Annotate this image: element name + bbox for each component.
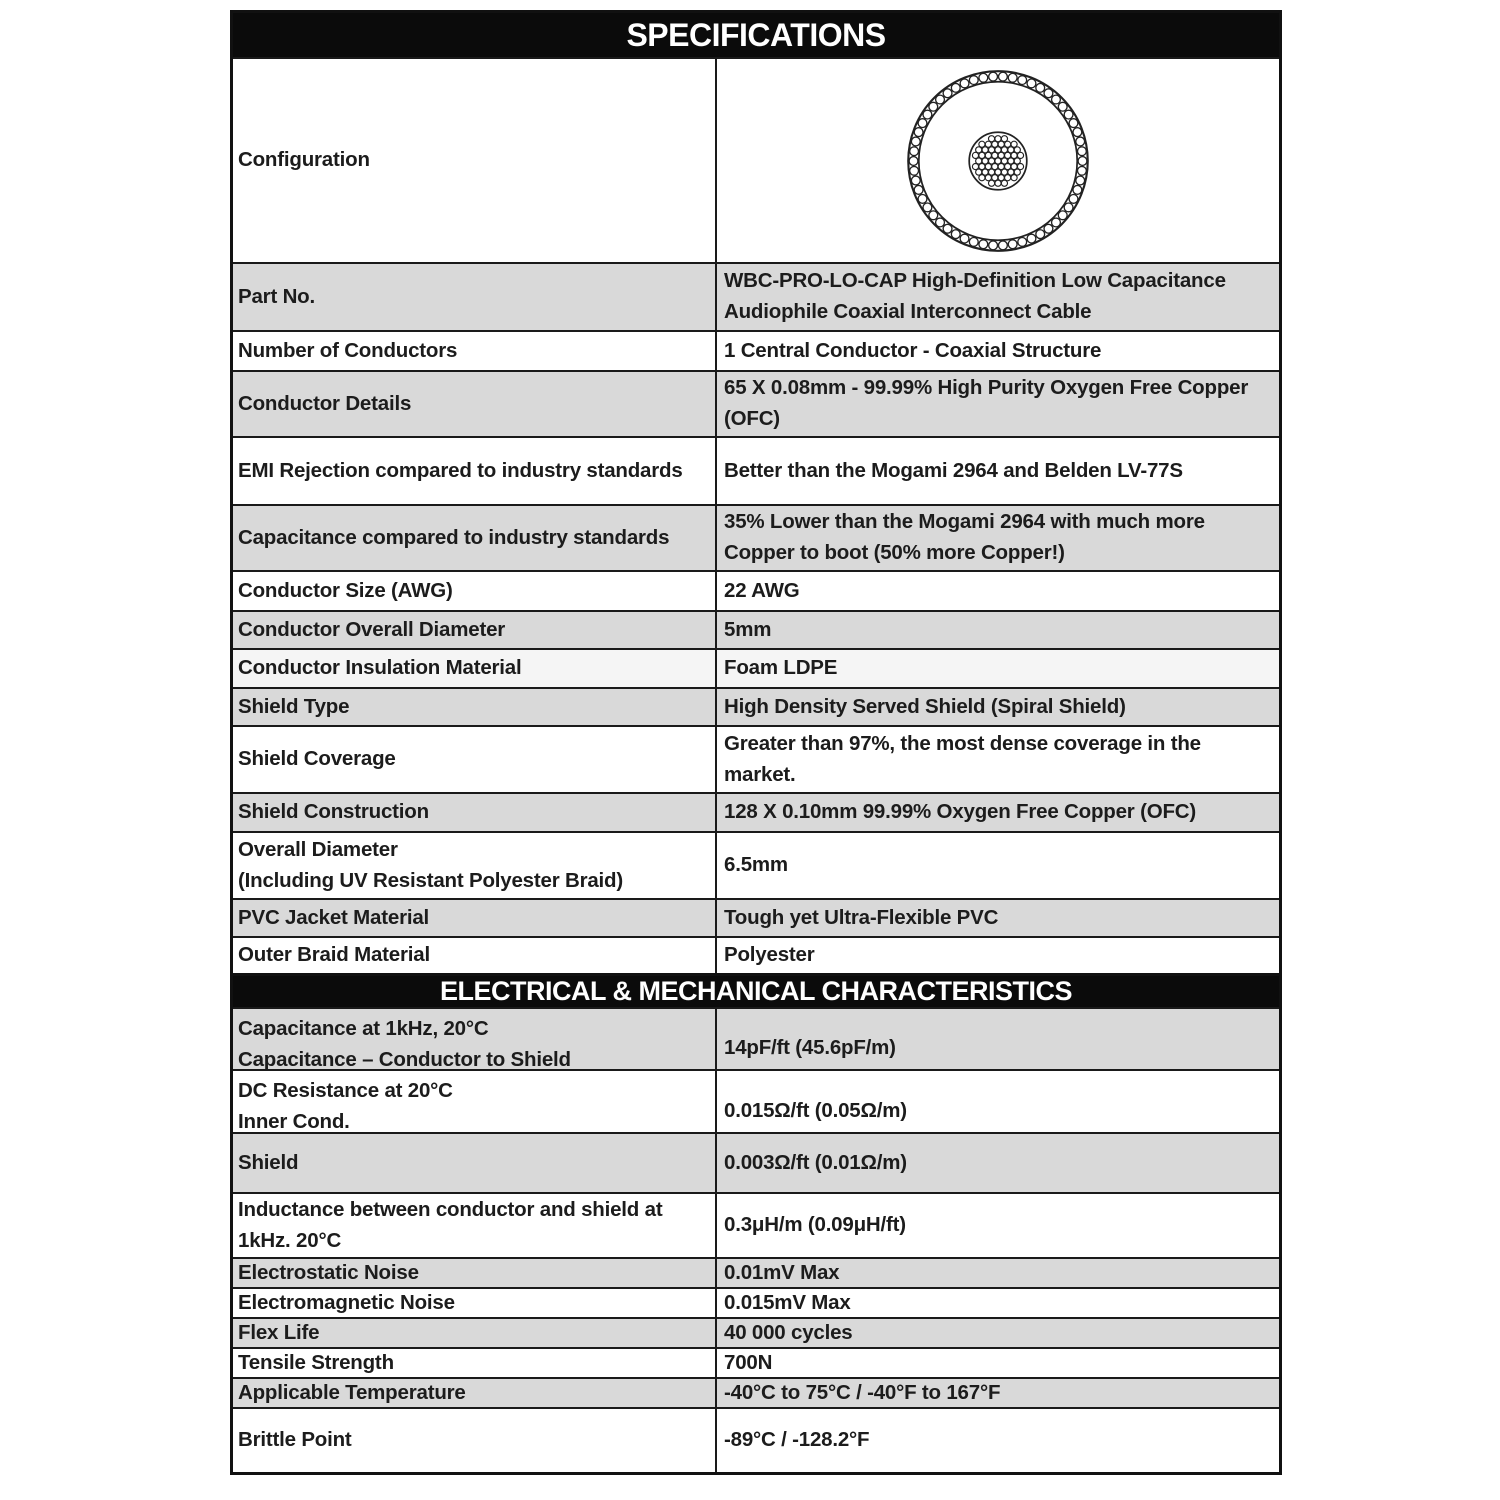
specifications-table	[230, 10, 1282, 1475]
label-text: Capacitance – Conductor to Shield	[238, 1047, 571, 1071]
row-label-conductor-diameter	[233, 612, 715, 648]
label-text: (Including UV Resistant Polyester Braid)	[238, 868, 623, 892]
row-label-electrostatic-noise	[233, 1259, 715, 1287]
label-text: Applicable Temperature	[238, 1380, 466, 1404]
value-text: Foam LDPE	[724, 656, 838, 680]
label-text: Capacitance at 1kHz, 20°C	[238, 1017, 489, 1040]
row-value-overall-diameter	[715, 833, 1279, 898]
table-row-shield-type	[233, 687, 1279, 725]
table-row-emi-rejection	[233, 436, 1279, 504]
table-row-conductor-diameter	[233, 610, 1279, 648]
row-label-overall-diameter	[233, 833, 715, 898]
row-value-tensile-strength	[715, 1349, 1279, 1377]
table-row-part-no	[233, 262, 1279, 330]
row-label-capacitance-comparison	[233, 506, 715, 570]
section-header-electrical-mechanical: ELECTRICAL & MECHANICAL CHARACTERISTICS	[233, 973, 1279, 1007]
label-text: Inner Cond.	[238, 1109, 350, 1133]
row-value-shield-resistance	[715, 1134, 1279, 1192]
row-value-inductance	[715, 1194, 1279, 1257]
value-text: 0.015Ω/ft (0.05Ω/m)	[724, 1099, 907, 1123]
table-row-shield-resistance	[233, 1132, 1279, 1192]
row-label-dc-resistance	[233, 1071, 715, 1132]
row-label-num-conductors	[233, 332, 715, 370]
row-value-electrostatic-noise	[715, 1259, 1279, 1287]
value-text: Better than the Mogami 2964 and Belden LV-77S	[724, 458, 1183, 482]
table-row-capacitance-1khz	[233, 1007, 1279, 1069]
value-text: Greater than 97%, the most dense coverage in the market.	[724, 731, 1201, 786]
table-row-electrostatic-noise	[233, 1257, 1279, 1287]
label-text: Tensile Strength	[238, 1350, 394, 1374]
row-label-pvc-jacket	[233, 900, 715, 936]
table-row-conductor-details	[233, 370, 1279, 436]
row-label-tensile-strength	[233, 1349, 715, 1377]
label-text: Conductor Insulation Material	[238, 656, 522, 680]
table-row-dc-resistance	[233, 1069, 1279, 1132]
label-text: EMI Rejection compared to industry standards	[238, 458, 683, 482]
label-text: Conductor Overall Diameter	[238, 617, 506, 641]
value-text: 40 000 cycles	[724, 1320, 853, 1344]
row-label-applicable-temperature	[233, 1379, 715, 1407]
value-text: Tough yet Ultra-Flexible PVC	[724, 905, 999, 929]
table-row-capacitance-comparison	[233, 504, 1279, 570]
row-label-shield-resistance	[233, 1134, 715, 1192]
row-label-configuration	[233, 59, 715, 262]
value-text: 35% Lower than the Mogami 2964 with much more Copper to boot (50% more Copper!)	[724, 510, 1205, 564]
row-label-part-no	[233, 264, 715, 330]
coaxial-cable-cross-section-diagram	[902, 65, 1094, 257]
row-label-brittle-point	[233, 1409, 715, 1472]
row-label-flex-life	[233, 1319, 715, 1347]
table-row-outer-braid	[233, 936, 1279, 973]
label-text: Electrostatic Noise	[238, 1260, 419, 1284]
label-text: Overall Diameter	[238, 837, 398, 861]
value-text: 0.003Ω/ft (0.01Ω/m)	[724, 1150, 907, 1174]
table-row-flex-life	[233, 1317, 1279, 1347]
row-value-insulation-material	[715, 650, 1279, 687]
table-row-shield-coverage	[233, 725, 1279, 792]
row-value-applicable-temperature	[715, 1379, 1279, 1407]
row-label-shield-type	[233, 689, 715, 725]
row-value-configuration	[715, 59, 1279, 262]
table-row-configuration	[233, 57, 1279, 262]
row-value-capacitance-comparison	[715, 506, 1279, 570]
value-text: 0.01mV Max	[724, 1260, 840, 1284]
label-text: PVC Jacket Material	[238, 905, 430, 929]
value-text: -40°C to 75°C / -40°F to 167°F	[724, 1380, 1001, 1404]
label-text: Number of Conductors	[238, 338, 458, 362]
value-text: 0.015mV Max	[724, 1290, 851, 1314]
table-row-shield-construction	[233, 792, 1279, 831]
row-value-shield-construction	[715, 794, 1279, 831]
label-text: Shield Type	[238, 694, 350, 718]
row-label-shield-coverage	[233, 727, 715, 792]
row-value-shield-type	[715, 689, 1279, 725]
row-value-conductor-size	[715, 572, 1279, 610]
label-text: Part No.	[238, 284, 315, 308]
row-value-emi-rejection	[715, 438, 1279, 504]
row-label-conductor-size	[233, 572, 715, 610]
row-value-conductor-diameter	[715, 612, 1279, 648]
table-row-applicable-temperature	[233, 1377, 1279, 1407]
label-text: Shield	[238, 1150, 299, 1174]
table-row-electromagnetic-noise	[233, 1287, 1279, 1317]
row-label-outer-braid	[233, 938, 715, 973]
label-text: Configuration	[238, 148, 370, 172]
label-text: Shield Coverage	[238, 747, 396, 771]
label-text: Conductor Size (AWG)	[238, 578, 453, 602]
label-text: DC Resistance at 20°C	[238, 1079, 453, 1102]
row-value-part-no	[715, 264, 1279, 330]
row-value-brittle-point	[715, 1409, 1279, 1472]
label-text: Flex Life	[238, 1320, 320, 1344]
label-text: Brittle Point	[238, 1428, 352, 1452]
row-value-conductor-details	[715, 372, 1279, 436]
value-text: 1 Central Conductor - Coaxial Structure	[724, 338, 1102, 362]
row-value-dc-resistance	[715, 1071, 1279, 1132]
table-row-brittle-point	[233, 1407, 1279, 1472]
row-value-electromagnetic-noise	[715, 1289, 1279, 1317]
value-text: 65 X 0.08mm - 99.99% High Purity Oxygen Free Copper (OFC)	[724, 376, 1249, 430]
value-text: WBC-PRO-LO-CAP High-Definition Low Capacitance Audiophile Coaxial Interconnect Cable	[724, 269, 1226, 323]
table-row-inductance	[233, 1192, 1279, 1257]
row-label-electromagnetic-noise	[233, 1289, 715, 1317]
row-value-capacitance-1khz	[715, 1009, 1279, 1069]
value-text: 128 X 0.10mm 99.99% Oxygen Free Copper (OFC)	[724, 800, 1196, 824]
row-label-inductance	[233, 1194, 715, 1257]
row-value-flex-life	[715, 1319, 1279, 1347]
table-row-insulation-material	[233, 648, 1279, 687]
label-text: Capacitance compared to industry standards	[238, 525, 670, 549]
row-value-pvc-jacket	[715, 900, 1279, 936]
value-text: -89°C / -128.2°F	[724, 1428, 870, 1452]
table-row-tensile-strength	[233, 1347, 1279, 1377]
value-text: 5mm	[724, 617, 772, 641]
row-value-num-conductors	[715, 332, 1279, 370]
table-row-overall-diameter	[233, 831, 1279, 898]
row-label-conductor-details	[233, 372, 715, 436]
value-text: Polyester	[724, 943, 815, 967]
row-value-outer-braid	[715, 938, 1279, 973]
value-text: High Density Served Shield (Spiral Shield)	[724, 694, 1126, 718]
row-label-capacitance-1khz	[233, 1009, 715, 1069]
table-row-num-conductors	[233, 330, 1279, 370]
label-text: Conductor Details	[238, 391, 412, 415]
row-label-shield-construction	[233, 794, 715, 831]
value-text: 700N	[724, 1350, 773, 1374]
value-text: 14pF/ft (45.6pF/m)	[724, 1036, 896, 1060]
section-header-specifications: SPECIFICATIONS	[233, 13, 1279, 57]
label-text: Shield Construction	[238, 800, 429, 824]
value-text: 0.3μH/m (0.09μH/ft)	[724, 1213, 906, 1237]
label-text: Outer Braid Material	[238, 943, 430, 967]
row-label-emi-rejection	[233, 438, 715, 504]
value-text: 6.5mm	[724, 853, 788, 877]
table-row-conductor-size	[233, 570, 1279, 610]
value-text: 22 AWG	[724, 578, 800, 602]
label-text: Electromagnetic Noise	[238, 1290, 455, 1314]
label-text: Inductance between conductor and shield at 1kHz. 20°C	[238, 1197, 663, 1252]
row-label-insulation-material	[233, 650, 715, 687]
row-value-shield-coverage	[715, 727, 1279, 792]
table-row-pvc-jacket	[233, 898, 1279, 936]
